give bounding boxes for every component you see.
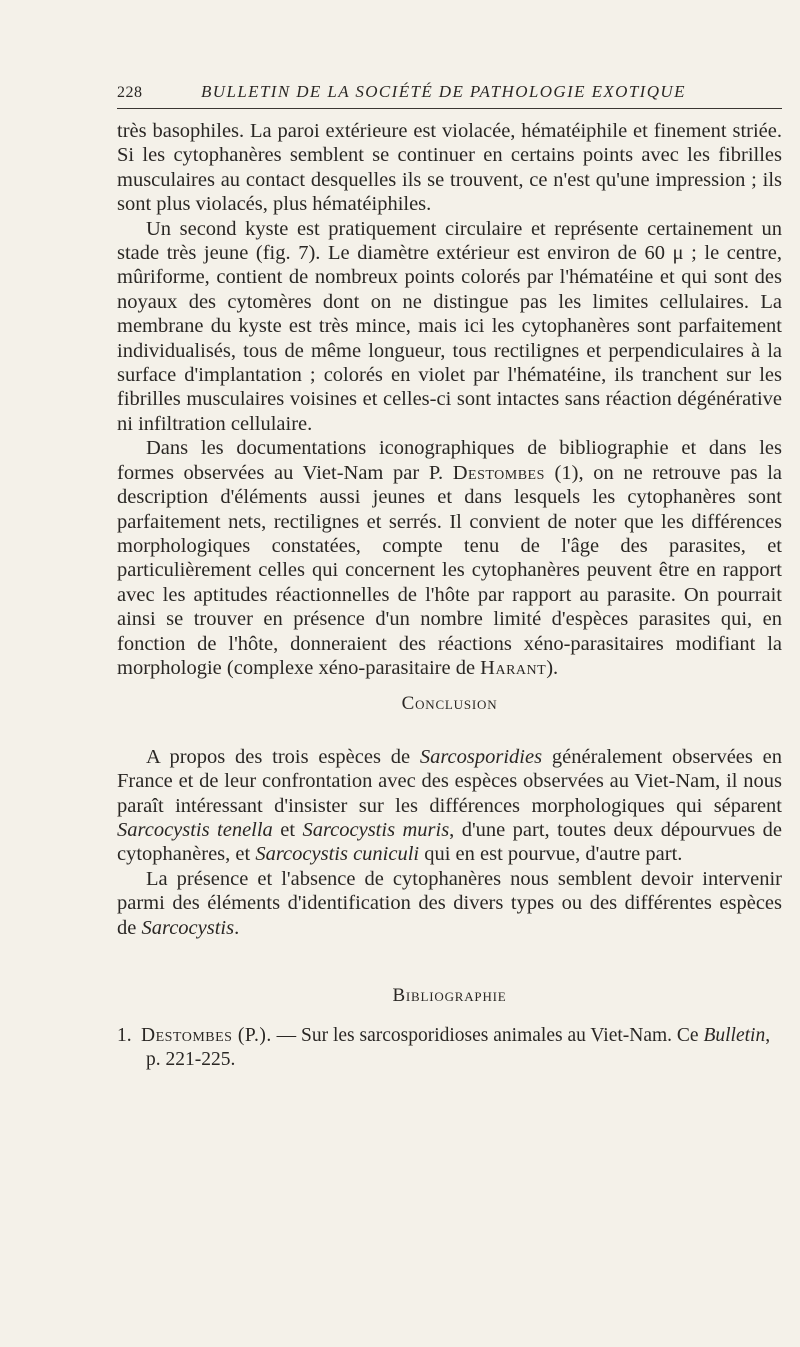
entry-pages: , p. 221-225. — [146, 1025, 771, 1070]
paragraph-3: Dans les documentations iconographiques de bibliographie et dans les formes observées au Viet-Nam par P. Destombes (1), on ne retrouve pas la description d'éléments aussi jeunes et dans lesquels les cytophanères sont parfaitement nets, rectilignes et serrés. Il convient de noter que les différences morphologiques constatées, compte tenu de l'âge des parasites, et particulièrement celles qui concernent les cytophanères peuvent être en rapport avec les aptitudes réactionnelles de l'hôte par rapport au parasite. On pourrait ainsi se trouver en présence d'un nombre limité d'espèces parasites qui, en fonction de l'hôte, donneraient des réactions xéno-parasitaires modifiant la morphologie (complexe xéno-parasitaire de Harant). — [117, 437, 783, 679]
bibliography-heading: Bibliographie — [392, 985, 507, 1006]
conclusion-paragraph-2: La présence et l'absence de cytophanères nous semblent devoir intervenir parmi des éléments d'identification des divers types ou des différentes espèces de Sarcocystis. — [117, 867, 782, 939]
taxon-name: Sarcocystis cuniculi — [255, 843, 420, 866]
conclusion-paragraph-1: A propos des trois espèces de Sarcosporidies généralement observées en France et de leur confrontation avec des espèces observées au Viet-Nam, il nous paraît intéressant d'insister sur les différences morphologiques qui séparent Sarcocystis tenella et Sarcocystis muris, d'une part, toutes deux dépourvues de cytophanères, et Sarcocystis cuniculi qui en est pourvue, d'autre part. — [117, 745, 782, 866]
author-name: Harant — [480, 656, 547, 679]
entry-author: Destombes (P.). — [141, 1025, 272, 1047]
journal-title: BULLETIN DE LA SOCIÉTÉ DE PATHOLOGIE EXOTIQUE — [201, 82, 686, 101]
entry-number: 1. — [117, 1025, 132, 1047]
running-head — [117, 82, 782, 104]
conclusion-heading: Conclusion — [401, 693, 498, 715]
bibliography-entry — [117, 1024, 782, 1071]
taxon-name: Sarcocystis tenella — [117, 818, 273, 841]
entry-journal: Bulletin — [703, 1025, 766, 1047]
paragraph-1: très basophiles. La paroi extérieure est violacée, hématéiphile et finement striée. Si les cytophanères semblent se continuer en certains points avec les fibrilles musculaires au contact desquelles ils se trouvent, ce n'est qu'une impression ; ils sont plus violacés, plus hématéiphiles. — [117, 120, 782, 216]
header-rule — [117, 108, 782, 109]
page-number: 228 — [117, 84, 143, 101]
taxon-name: Sarcosporidies — [419, 745, 543, 768]
entry-title: — Sur les sarcosporidioses animales au Viet-Nam. Ce — [271, 1025, 704, 1047]
paragraph-2: Un second kyste est pratiquement circulaire et représente certainement un stade très jeune (fig. 7). Le diamètre extérieur est environ de 60 μ ; le centre, mûriforme, contient de nombreux points colorés par l'hématéine et qui sont des noyaux des cytomères dont on ne distingue pas les limites cellulaires. La membrane du kyste est très mince, mais ici les cytophanères sont parfaitement individualisés, tous de même longueur, tous rectilignes et perpendiculaires à la surface d'implantation ; colorés en violet par l'hématéine, ils tranchent sur les fibrilles musculaires voisines et celles-ci sont intactes sans réaction dégénérative ni infiltration cellulaire. — [117, 217, 782, 435]
author-name: Destombes — [452, 461, 545, 484]
taxon-name: Sarcocystis muris — [302, 818, 450, 841]
article-body — [117, 119, 782, 1071]
taxon-name: Sarcocystis — [141, 916, 235, 939]
